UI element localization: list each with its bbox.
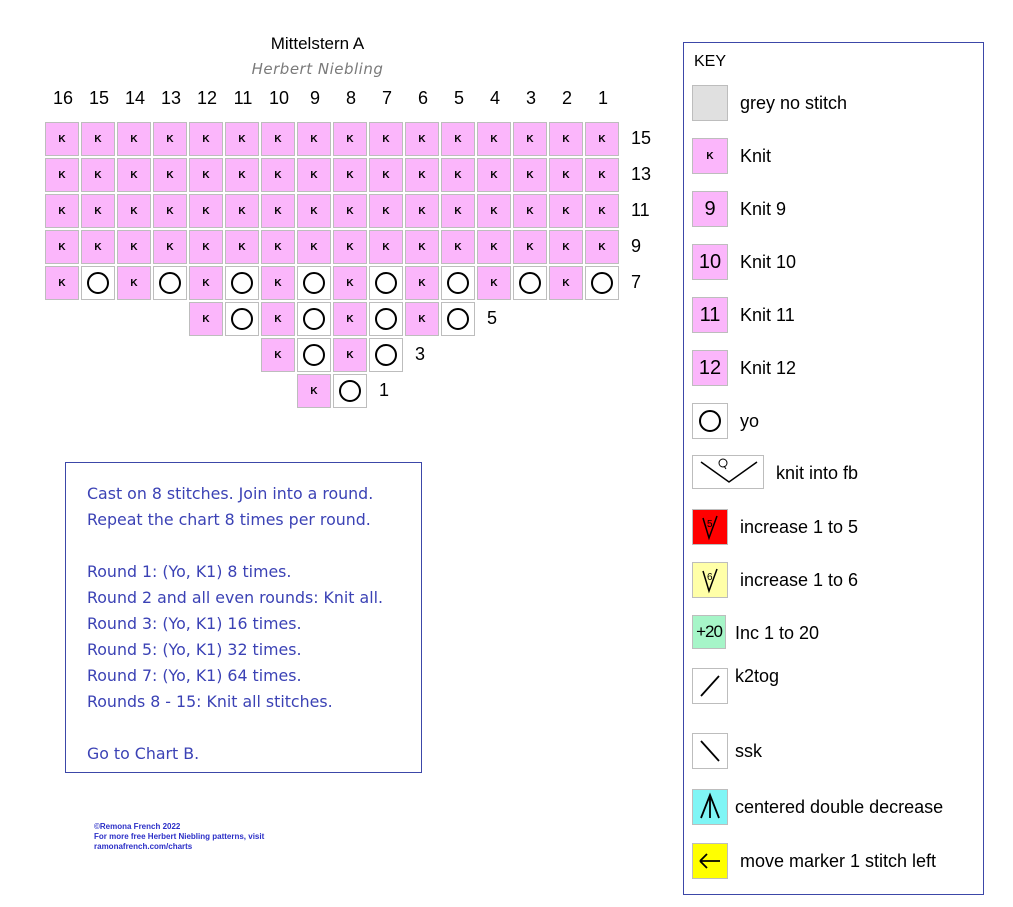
left-arrow-icon	[693, 844, 727, 878]
column-number: 2	[561, 88, 572, 108]
column-number: 5	[453, 88, 464, 108]
increase-count: 5	[707, 519, 713, 530]
column-number: 7	[381, 88, 392, 108]
knit-stitch-cell	[117, 230, 151, 264]
knit-stitch-cell	[189, 230, 223, 264]
knit-symbol: K	[58, 133, 66, 145]
chart-subtitle: Herbert Niebling	[251, 60, 384, 78]
yo-stitch-cell	[369, 302, 403, 336]
yo-stitch-cell	[297, 266, 331, 300]
knit-symbol: K	[346, 241, 354, 253]
knit-symbol: K	[526, 205, 534, 217]
knit-stitch-cell	[117, 194, 151, 228]
knit-stitch-cell	[477, 158, 511, 192]
knit-stitch-cell	[297, 158, 331, 192]
knit-symbol: K	[562, 241, 570, 253]
knit-stitch-cell	[405, 158, 439, 192]
knit-stitch-cell	[441, 158, 475, 192]
knit-symbol: K	[310, 241, 318, 253]
key-label-kfb: knit into fb	[776, 463, 859, 483]
knit-symbol: K	[274, 205, 282, 217]
knit-symbol: K	[202, 277, 210, 289]
key-label-grey: grey no stitch	[740, 93, 848, 113]
credits	[94, 822, 264, 852]
knit-symbol: K	[94, 133, 102, 145]
key-label-inc5: increase 1 to 5	[740, 517, 859, 537]
knit-stitch-cell	[261, 194, 295, 228]
knit-symbol: K	[58, 277, 66, 289]
knit-symbol: K	[598, 133, 606, 145]
key-swatch-knit12	[692, 350, 728, 386]
key-label-knit12: Knit 12	[740, 358, 797, 378]
yo-stitch-cell	[513, 266, 547, 300]
knit-stitch-cell	[369, 122, 403, 156]
knit-symbol: K	[346, 349, 354, 361]
key-swatch-inc6	[692, 562, 728, 598]
instruction-line: Cast on 8 stitches. Join into a round.	[87, 484, 374, 503]
knit-symbol: K	[130, 205, 138, 217]
knit-symbol: K	[526, 241, 534, 253]
circle-icon	[699, 410, 721, 432]
yo-stitch-cell	[297, 338, 331, 372]
key-swatch-yo	[692, 403, 728, 439]
knit-symbol: K	[382, 205, 390, 217]
knit-symbol: K	[706, 150, 714, 162]
circle-icon	[375, 344, 397, 366]
instruction-line	[87, 715, 421, 741]
knit-symbol: K	[490, 241, 498, 253]
yo-stitch-cell	[153, 266, 187, 300]
knit-stitch-cell	[189, 266, 223, 300]
row-number: 13	[631, 164, 652, 184]
circle-icon	[231, 272, 253, 294]
knit-stitch-cell	[153, 230, 187, 264]
knit-symbol: K	[526, 169, 534, 181]
knit-symbol: K	[238, 205, 246, 217]
knit-into-fb-icon	[693, 456, 763, 488]
knit-stitch-cell	[333, 302, 367, 336]
knit-stitch-cell	[369, 230, 403, 264]
key-swatch-marker	[692, 843, 728, 879]
increase-count: 6	[707, 572, 713, 583]
circle-icon	[231, 308, 253, 330]
key-label-inc20: Inc 1 to 20	[735, 623, 820, 643]
knit-stitch-cell	[45, 158, 79, 192]
knit-stitch-cell	[225, 158, 259, 192]
knit-symbol: K	[238, 169, 246, 181]
key-label-knit: Knit	[740, 146, 772, 166]
circle-icon	[303, 272, 325, 294]
knit-stitch-cell	[549, 266, 583, 300]
knit-symbol: K	[310, 205, 318, 217]
knit-symbol: K	[382, 241, 390, 253]
knit-stitch-cell	[333, 158, 367, 192]
knit-stitch-cell	[333, 266, 367, 300]
knit-symbol: K	[490, 133, 498, 145]
column-number: 1	[597, 88, 608, 108]
knit-symbol: K	[490, 205, 498, 217]
knit-symbol: K	[418, 241, 426, 253]
knit-symbol: K	[454, 241, 462, 253]
knit-stitch-cell	[513, 194, 547, 228]
knit-stitch-cell	[297, 122, 331, 156]
knit-stitch-cell	[297, 230, 331, 264]
knit-symbol: K	[58, 241, 66, 253]
knit-stitch-cell	[405, 302, 439, 336]
yo-stitch-cell	[441, 302, 475, 336]
knit-stitch-cell	[45, 230, 79, 264]
knit-symbol: K	[310, 169, 318, 181]
knit-symbol: K	[418, 277, 426, 289]
column-number: 11	[233, 88, 253, 108]
key-swatch-knit11	[692, 297, 728, 333]
yo-stitch-cell	[441, 266, 475, 300]
knit-symbol: K	[454, 169, 462, 181]
knit-stitch-cell	[153, 158, 187, 192]
knit-stitch-cell	[333, 122, 367, 156]
knit-stitch-cell	[333, 230, 367, 264]
column-number: 13	[160, 88, 182, 108]
knit-stitch-cell	[153, 122, 187, 156]
knit-symbol: K	[382, 169, 390, 181]
instruction-line: Round 3: (Yo, K1) 16 times.	[87, 614, 302, 633]
knit-stitch-cell	[45, 194, 79, 228]
knit-symbol: K	[346, 169, 354, 181]
knit-symbol: K	[382, 133, 390, 145]
knit-stitch-cell	[81, 122, 115, 156]
row-number: 15	[631, 128, 652, 148]
knit-stitch-cell	[441, 122, 475, 156]
knit-stitch-cell	[261, 230, 295, 264]
inc-20-symbol: +20	[696, 622, 722, 641]
knit-stitch-cell	[333, 338, 367, 372]
knit-symbol: K	[346, 313, 354, 325]
knit-stitch-cell	[333, 194, 367, 228]
key-swatch-inc5	[692, 509, 728, 545]
key-swatch-knit	[692, 138, 728, 174]
instruction-line: Go to Chart B.	[87, 744, 200, 763]
row-number: 3	[415, 344, 426, 364]
knit-stitch-cell	[405, 230, 439, 264]
increase-5-icon	[695, 512, 725, 542]
knit-symbol: K	[526, 133, 534, 145]
knit-symbol: K	[598, 169, 606, 181]
knit-symbol: K	[274, 313, 282, 325]
key-number-symbol: 11	[699, 303, 721, 326]
circle-icon	[375, 308, 397, 330]
instructions-box	[65, 462, 422, 773]
knit-stitch-cell	[81, 194, 115, 228]
key-panel	[683, 42, 984, 895]
row-number: 1	[379, 380, 390, 400]
knit-stitch-cell	[549, 230, 583, 264]
key-swatch-knit10	[692, 244, 728, 280]
knit-stitch-cell	[477, 122, 511, 156]
yo-stitch-cell	[225, 266, 259, 300]
knit-symbol: K	[166, 205, 174, 217]
knit-symbol: K	[238, 241, 246, 253]
knit-symbol: K	[274, 169, 282, 181]
knit-stitch-cell	[225, 122, 259, 156]
row-number: 7	[631, 272, 642, 292]
knit-stitch-cell	[117, 266, 151, 300]
knit-stitch-cell	[513, 158, 547, 192]
double-decrease-icon	[693, 790, 727, 824]
knit-stitch-cell	[477, 194, 511, 228]
key-number-symbol: 10	[698, 250, 722, 273]
knit-symbol: K	[346, 205, 354, 217]
circle-icon	[519, 272, 541, 294]
key-title: KEY	[694, 53, 727, 70]
knit-stitch-cell	[81, 230, 115, 264]
knit-symbol: K	[130, 133, 138, 145]
key-swatch-grey	[692, 85, 728, 121]
knit-stitch-cell	[513, 230, 547, 264]
column-number: 15	[88, 88, 110, 108]
row-number: 5	[487, 308, 498, 328]
knit-symbol: K	[166, 133, 174, 145]
knit-stitch-cell	[477, 230, 511, 264]
key-swatch-knit9	[692, 191, 728, 227]
column-number: 16	[52, 88, 74, 108]
instruction-line: Round 2 and all even rounds: Knit all.	[87, 588, 384, 607]
knit-stitch-cell	[45, 122, 79, 156]
credits-note: For more free Herbert Niebling patterns, visit	[94, 832, 265, 841]
knit-symbol: K	[562, 169, 570, 181]
knit-symbol: K	[418, 133, 426, 145]
key-swatch-inc20	[692, 615, 726, 649]
knit-stitch-cell	[585, 194, 619, 228]
knit-stitch-cell	[261, 158, 295, 192]
knit-symbol: K	[166, 241, 174, 253]
knit-symbol: K	[94, 241, 102, 253]
knit-stitch-cell	[369, 158, 403, 192]
knit-stitch-cell	[261, 302, 295, 336]
knit-stitch-cell	[153, 194, 187, 228]
key-label-knit9: Knit 9	[740, 199, 787, 219]
knit-symbol: K	[94, 205, 102, 217]
key-label-knit10: Knit 10	[740, 252, 797, 272]
knit-symbol: K	[274, 133, 282, 145]
knit-stitch-cell	[441, 194, 475, 228]
key-label-ssk: ssk	[735, 741, 762, 761]
circle-icon	[375, 272, 397, 294]
knit-symbol: K	[274, 277, 282, 289]
knit-symbol: K	[490, 169, 498, 181]
knit-symbol: K	[490, 277, 498, 289]
knit-symbol: K	[202, 313, 210, 325]
key-number-symbol: 9	[704, 197, 716, 220]
knit-stitch-cell	[117, 122, 151, 156]
knit-symbol: K	[346, 277, 354, 289]
knit-symbol: K	[166, 169, 174, 181]
knit-symbol: K	[418, 169, 426, 181]
knit-symbol: K	[58, 169, 66, 181]
column-number: 12	[196, 88, 218, 108]
knit-stitch-cell	[261, 338, 295, 372]
instruction-line: Round 7: (Yo, K1) 64 times.	[87, 666, 302, 685]
key-label-knit11: Knit 11	[740, 305, 795, 325]
key-label-k2tog: k2tog	[735, 666, 780, 686]
knit-symbol: K	[346, 133, 354, 145]
knit-stitch-cell	[549, 158, 583, 192]
knit-symbol: K	[454, 133, 462, 145]
knit-stitch-cell	[189, 158, 223, 192]
key-label-cdd: centered double decrease	[735, 797, 944, 817]
knit-symbol: K	[562, 277, 570, 289]
yo-stitch-cell	[297, 302, 331, 336]
instruction-line: Rounds 8 - 15: Knit all stitches.	[87, 692, 333, 711]
knit-stitch-cell	[45, 266, 79, 300]
knit-symbol: K	[202, 241, 210, 253]
key-number-symbol: 12	[698, 356, 722, 379]
knit-symbol: K	[562, 133, 570, 145]
knit-symbol: K	[310, 133, 318, 145]
knit-stitch-cell	[405, 122, 439, 156]
increase-6-icon	[695, 565, 725, 595]
key-label-yo: yo	[740, 411, 760, 431]
knit-stitch-cell	[585, 230, 619, 264]
knit-symbol: K	[202, 133, 210, 145]
slash-icon	[693, 669, 727, 703]
column-number: 9	[309, 88, 320, 108]
knit-stitch-cell	[117, 158, 151, 192]
circle-icon	[159, 272, 181, 294]
column-number: 8	[345, 88, 356, 108]
knit-symbol: K	[58, 205, 66, 217]
knit-stitch-cell	[225, 230, 259, 264]
instruction-line: Repeat the chart 8 times per round.	[87, 510, 371, 529]
circle-icon	[339, 380, 361, 402]
knit-stitch-cell	[549, 194, 583, 228]
circle-icon	[87, 272, 109, 294]
knit-symbol: K	[454, 205, 462, 217]
knit-symbol: K	[130, 241, 138, 253]
yo-stitch-cell	[81, 266, 115, 300]
yo-stitch-cell	[225, 302, 259, 336]
knit-stitch-cell	[477, 266, 511, 300]
yo-stitch-cell	[585, 266, 619, 300]
knit-stitch-cell	[441, 230, 475, 264]
knit-stitch-cell	[585, 122, 619, 156]
knit-stitch-cell	[81, 158, 115, 192]
knit-symbol: K	[94, 169, 102, 181]
chart-title: Mittelstern A	[270, 34, 365, 53]
yo-stitch-cell	[333, 374, 367, 408]
knit-stitch-cell	[189, 194, 223, 228]
knit-stitch-cell	[549, 122, 583, 156]
knit-stitch-cell	[405, 194, 439, 228]
knit-symbol: K	[562, 205, 570, 217]
credits-copyright: ©Remona French 2022	[94, 822, 181, 831]
circle-icon	[303, 308, 325, 330]
knit-stitch-cell	[513, 122, 547, 156]
knit-symbol: K	[598, 205, 606, 217]
knit-symbol: K	[130, 277, 138, 289]
knit-symbol: K	[418, 313, 426, 325]
knit-stitch-cell	[585, 158, 619, 192]
knit-stitch-cell	[261, 122, 295, 156]
knit-symbol: K	[238, 133, 246, 145]
knit-symbol: K	[310, 385, 318, 397]
column-number: 14	[124, 88, 146, 108]
column-number: 6	[417, 88, 428, 108]
knit-symbol: K	[130, 169, 138, 181]
knit-stitch-cell	[297, 374, 331, 408]
column-number: 3	[525, 88, 536, 108]
key-label-inc6: increase 1 to 6	[740, 570, 859, 590]
key-swatch-kfb	[692, 455, 764, 489]
backslash-icon	[693, 734, 727, 768]
key-swatch-k2tog	[692, 668, 728, 704]
column-number: 4	[489, 88, 500, 108]
key-swatch-ssk	[692, 733, 728, 769]
knit-stitch-cell	[297, 194, 331, 228]
key-swatch-cdd	[692, 789, 728, 825]
instruction-line	[87, 533, 421, 559]
knit-stitch-cell	[261, 266, 295, 300]
row-number: 11	[631, 200, 650, 220]
instruction-line: Round 5: (Yo, K1) 32 times.	[87, 640, 302, 659]
circle-icon	[447, 308, 469, 330]
knit-stitch-cell	[189, 122, 223, 156]
knit-symbol: K	[274, 349, 282, 361]
knit-stitch-cell	[369, 194, 403, 228]
column-number: 10	[268, 88, 290, 108]
knit-symbol: K	[202, 169, 210, 181]
circle-icon	[447, 272, 469, 294]
knit-symbol: K	[418, 205, 426, 217]
instruction-line: Round 1: (Yo, K1) 8 times.	[87, 562, 292, 581]
knit-symbol: K	[202, 205, 210, 217]
credits-url: ramonafrench.com/charts	[94, 842, 193, 851]
knit-symbol: K	[598, 241, 606, 253]
yo-stitch-cell	[369, 338, 403, 372]
knit-stitch-cell	[405, 266, 439, 300]
circle-icon	[303, 344, 325, 366]
knit-symbol: K	[274, 241, 282, 253]
knit-stitch-cell	[225, 194, 259, 228]
circle-icon	[591, 272, 613, 294]
key-label-marker: move marker 1 stitch left	[740, 851, 937, 871]
row-number: 9	[631, 236, 642, 256]
knit-stitch-cell	[189, 302, 223, 336]
yo-stitch-cell	[369, 266, 403, 300]
